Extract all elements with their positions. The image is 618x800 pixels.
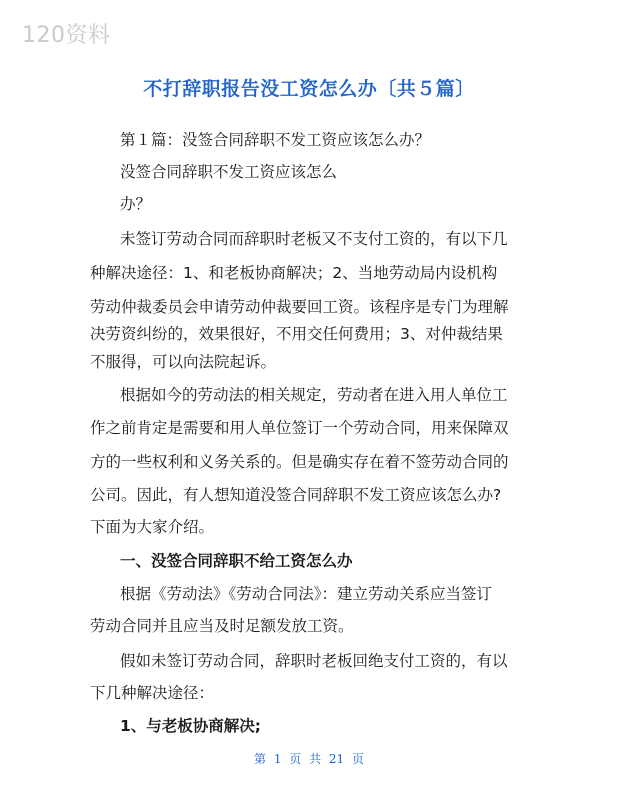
text-line: 劳动合同并且应当及时足额发放工资。: [90, 617, 354, 635]
text-line: 未签订劳动合同而辞职时老板又不支付工资的，有以下几: [120, 230, 508, 248]
page-number: 第 1 页 共 21 页: [254, 752, 364, 766]
text-line: 下面为大家介绍。: [90, 518, 215, 536]
text-line: 方的一些权利和义务关系的。但是确实存在着不签劳动合同的: [90, 453, 509, 471]
text-line: 根据《劳动法》《劳动合同法》：建立劳动关系应当签订: [120, 585, 493, 603]
text-line: 种解决途径：1、和老板协商解决；2、当地劳动局内设机构: [90, 264, 498, 282]
document-title: 不打辞职报告没工资怎么办〔共５篇〕: [143, 78, 475, 100]
text-line: 根据如今的劳动法的相关规定，劳动者在进入用人单位工: [120, 386, 508, 404]
subsection-heading: 1、与老板协商解决;: [120, 717, 261, 735]
text-line: 下几种解决途径：: [90, 684, 215, 702]
text-line: 劳动仲裁委员会申请劳动仲裁要回工资。该程序是专门为理解: [90, 298, 509, 316]
watermark: 120资料: [22, 23, 111, 48]
text-line: 决劳资纠纷的，效果很好，不用交任何费用；3、对仲裁结果: [90, 325, 503, 343]
text-line: 公司。因此，有人想知道没签合同辞职不发工资应该怎么办?: [90, 486, 502, 504]
text-line: 第１篇：没签合同辞职不发工资应该怎么办？: [120, 131, 431, 149]
text-line: 假如未签订劳动合同，辞职时老板回绝支付工资的，有以: [120, 652, 508, 670]
text-line: 作之前肯定是需要和用人单位签订一个劳动合同，用来保障双: [90, 419, 509, 437]
text-line: 办？: [120, 195, 152, 213]
text-line: 没签合同辞职不发工资应该怎么: [120, 163, 338, 181]
section-heading: 一、没签合同辞职不给工资怎么办: [120, 552, 353, 570]
text-line: 不服得，可以向法院起诉。: [90, 353, 277, 371]
